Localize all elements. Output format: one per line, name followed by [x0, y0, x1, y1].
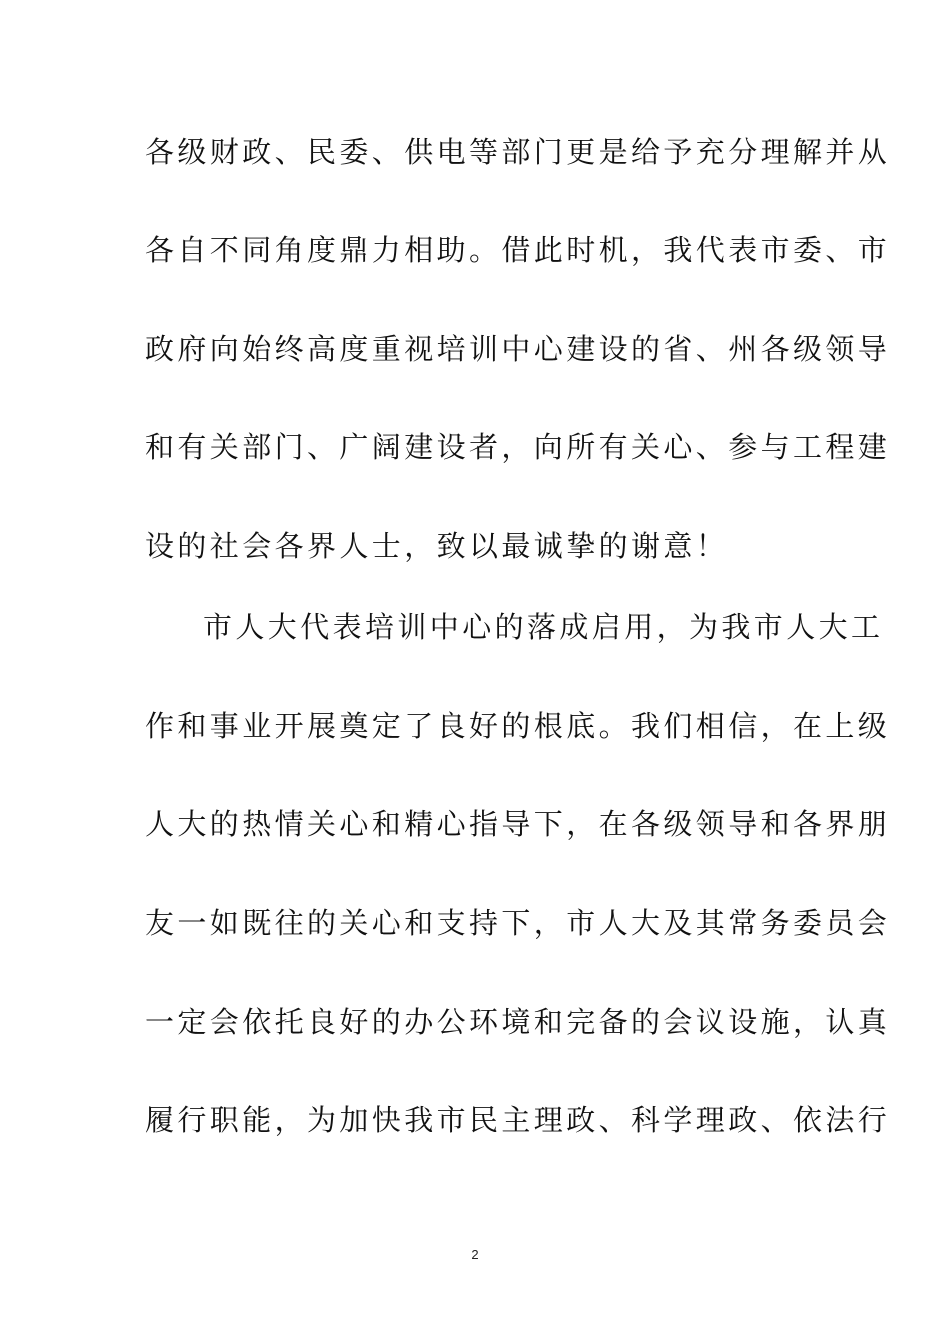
- text-line-9: 友一如既往的关心和支持下，市人大及其常务委员会: [145, 906, 891, 940]
- text-line-8: 人大的热情关心和精心指导下，在各级领导和各界朋: [145, 807, 891, 841]
- text-line-11: 履行职能，为加快我市民主理政、科学理政、依法行: [145, 1103, 891, 1137]
- text-line-1: 各级财政、民委、供电等部门更是给予充分理解并从: [145, 135, 891, 169]
- paragraph-start-line: 市人大代表培训中心的落成启用，为我市人大工: [203, 610, 884, 644]
- page-number: 2: [471, 1247, 479, 1262]
- text-line-7: 作和事业开展奠定了良好的根底。我们相信，在上级: [145, 709, 891, 743]
- text-line-10: 一定会依托良好的办公环境和完备的会议设施，认真: [145, 1005, 891, 1039]
- text-line-3: 政府向始终高度重视培训中心建设的省、州各级领导: [145, 332, 891, 366]
- text-line-5: 设的社会各界人士，致以最诚挚的谢意！: [145, 529, 729, 563]
- text-line-4: 和有关部门、广阔建设者，向所有关心、参与工程建: [145, 430, 891, 464]
- text-line-2: 各自不同角度鼎力相助。借此时机，我代表市委、市: [145, 233, 891, 267]
